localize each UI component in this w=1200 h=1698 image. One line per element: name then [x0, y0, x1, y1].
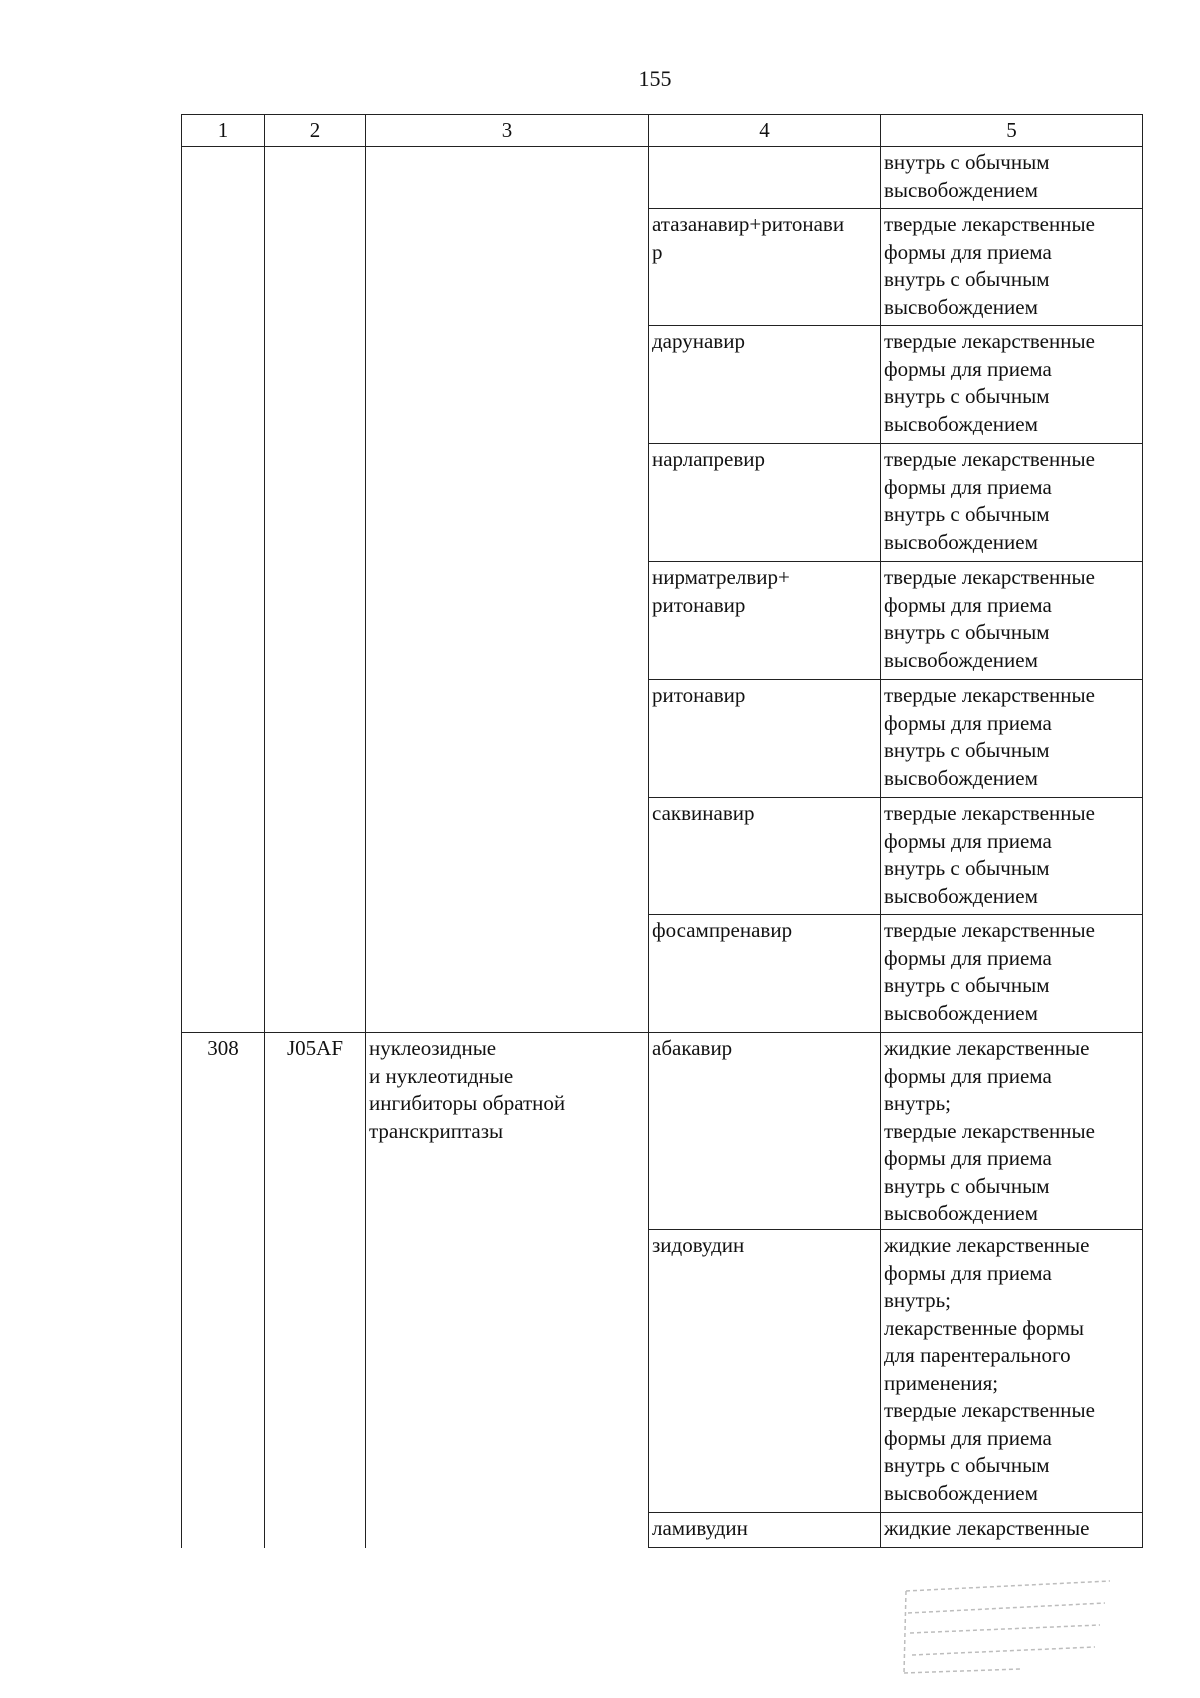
group-number-cell: [182, 147, 265, 1033]
stamp-image: [900, 1573, 1115, 1683]
dosage-forms-cell: твердые лекарственные формы для приема внутрь с обычным высвобождением: [881, 562, 1143, 680]
column-header-3: 3: [366, 115, 649, 147]
table-row: [182, 1033, 1143, 1230]
drug-table: [181, 114, 1143, 1548]
table-row: [182, 147, 1143, 209]
table-header-row: [182, 115, 1143, 147]
group-code-cell: [265, 147, 366, 1033]
drug-name-cell: зидовудин: [649, 1230, 881, 1513]
stamp-marks: [904, 1581, 1110, 1673]
drug-name-cell: абакавир: [649, 1033, 881, 1230]
dosage-forms-cell: твердые лекарственные формы для приема внутрь с обычным высвобождением: [881, 798, 1143, 915]
drug-name-cell: ритонавир: [649, 680, 881, 798]
dosage-forms-cell: жидкие лекарственные формы для приема внутрь; твердые лекарственные формы для приема внутрь с обычным высвобождением: [881, 1033, 1143, 1230]
drug-name-cell: нирматрелвир+ ритонавир: [649, 562, 881, 680]
drug-name-cell: дарунавир: [649, 326, 881, 444]
dosage-forms-cell: внутрь с обычным высвобождением: [881, 147, 1143, 209]
drug-name-cell: саквинавир: [649, 798, 881, 915]
dosage-forms-cell: твердые лекарственные формы для приема внутрь с обычным высвобождением: [881, 326, 1143, 444]
dosage-forms-cell: твердые лекарственные формы для приема внутрь с обычным высвобождением: [881, 915, 1143, 1033]
column-header-5: 5: [881, 115, 1143, 147]
drug-name-cell: ламивудин: [649, 1513, 881, 1548]
dosage-forms-cell: твердые лекарственные формы для приема внутрь с обычным высвобождением: [881, 444, 1143, 562]
column-header-4: 4: [649, 115, 881, 147]
drug-name-cell: [649, 147, 881, 209]
column-header-2: 2: [265, 115, 366, 147]
group-number-cell: 308: [182, 1033, 265, 1548]
drug-name-cell: фосампренавир: [649, 915, 881, 1033]
dosage-forms-cell: твердые лекарственные формы для приема внутрь с обычным высвобождением: [881, 209, 1143, 326]
drug-name-cell: атазанавир+ритонави р: [649, 209, 881, 326]
column-header-1: 1: [182, 115, 265, 147]
group-description-cell: [366, 147, 649, 1033]
page-number: 155: [638, 66, 672, 91]
dosage-forms-cell: жидкие лекарственные: [881, 1513, 1143, 1548]
group-description-cell: нуклеозидные и нуклеотидные ингибиторы обратной транскриптазы: [366, 1033, 649, 1548]
drug-name-cell: нарлапревир: [649, 444, 881, 562]
dosage-forms-cell: жидкие лекарственные формы для приема внутрь; лекарственные формы для парентерального применения; твердые лекарственные формы для приема внутрь с обычным высвобождением: [881, 1230, 1143, 1513]
group-code-cell: J05AF: [265, 1033, 366, 1548]
dosage-forms-cell: твердые лекарственные формы для приема внутрь с обычным высвобождением: [881, 680, 1143, 798]
